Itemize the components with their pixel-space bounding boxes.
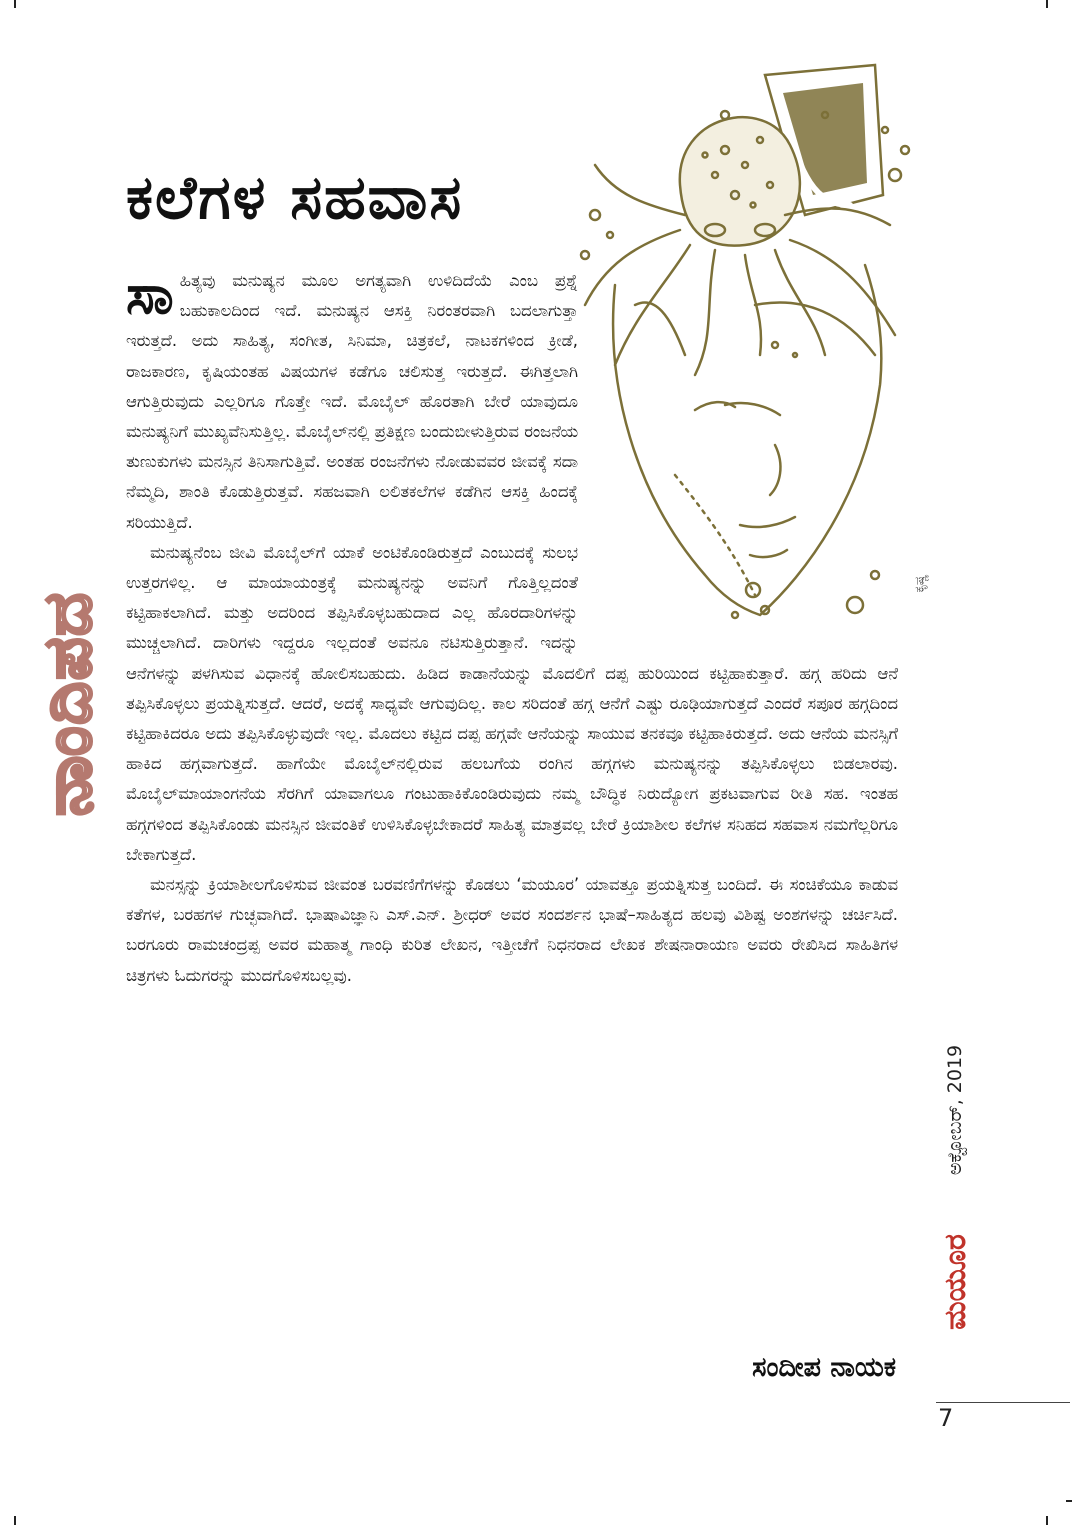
- author-byline: ಸಂದೀಪ ನಾಯಕ: [752, 1352, 896, 1383]
- page-number: 7: [938, 1404, 954, 1432]
- issue-date: ಅಕ್ಟೋಬರ್, 2019: [944, 1044, 966, 1176]
- crop-mark-bottom-left: [14, 1516, 16, 1525]
- crop-mark-right-bottom: [1066, 1500, 1072, 1502]
- drop-cap: ಸಾ: [126, 263, 174, 326]
- crop-mark-bottom-right: [1046, 1516, 1048, 1525]
- paragraph-2: ಮನುಷ್ಯನೆಂಬ ಜೀವಿ ಮೊಬೈಲ್‌ಗೆ ಯಾಕೆ ಅಂಟಿಕೊಂಡಿರುತ್ತದೆ ಎಂಬುದಕ್ಕೆ ಸುಲಭ ಉತ್ತರಗಳಿಲ್ಲ. ಆ ಮಾಯಾಯಂತ್ರಕ್ಕೆ ಮನುಷ್ಯನನ್ನು ಅವನಿಗೆ ಗೊತ್ತಿಲ್ಲದಂತೆ ಕಟ್ಟಿಹಾಕಲಾಗಿದೆ. ಮತ್ತು ಅದರಿಂದ ತಪ್ಪಿಸಿಕೊಳ್ಳಬಹುದಾದ ಎಲ್ಲ ಹೊರದಾರಿಗಳನ್ನು ಮುಚ್ಚಲಾಗಿದೆ. ದಾರಿಗಳು ಇದ್ದರೂ ಇಲ್ಲದಂತೆ ಅವನೂ ನಟಿಸುತ್ತಿರುತ್ತಾನೆ. ಇದನ್ನು ಆನೆಗಳನ್ನು ಪಳಗಿಸುವ ವಿಧಾನಕ್ಕೆ ಹೋಲಿಸಬಹುದು. ಹಿಡಿದ ಕಾಡಾನೆಯನ್ನು ಮೊದಲಿಗೆ ದಪ್ಪ ಹುರಿಯಿಂದ ಕಟ್ಟಿಹಾಕುತ್ತಾರೆ. ಹಗ್ಗ ಹರಿದು ಆನೆ ತಪ್ಪಿಸಿಕೊಳ್ಳಲು ಪ್ರಯತ್ನಿಸುತ್ತದೆ. ಆದರೆ, ಅದಕ್ಕೆ ಸಾಧ್ಯವೇ ಆಗುವುದಿಲ್ಲ. ಕಾಲ ಸರಿದಂತೆ ಹಗ್ಗ ಆನೆಗೆ ಎಷ್ಟು ರೂಢಿಯಾಗುತ್ತದೆ ಎಂದರೆ ಸಪೂರ ಹಗ್ಗದಿಂದ ಕಟ್ಟಿಹಾಕಿದರೂ ಅದು ತಪ್ಪಿಸಿಕೊಳ್ಳುವುದೇ ಇಲ್ಲ. ಮೊದಲು ಕಟ್ಟಿದ ದಪ್ಪ ಹಗ್ಗವೇ ಆನೆಯನ್ನು ಸಾಯುವ ತನಕವೂ ಕಟ್ಟಿಹಾಕಿರುತ್ತದೆ. ಅದು ಆನೆಯ ಮನಸ್ಸಿಗೆ ಹಾಕಿದ ಹಗ್ಗವಾಗುತ್ತದೆ. ಹಾಗೆಯೇ ಮೊಬೈಲ್‌ನಲ್ಲಿರುವ ಹಲಬಗೆಯ ರಂಗಿನ ಹಗ್ಗಗಳು ಮನುಷ್ಯನನ್ನು ತಪ್ಪಿಸಿಕೊಳ್ಳಲು ಬಿಡಲಾರವು. ಮೊಬೈಲ್‌ಮಾಯಾಂಗನೆಯ ಸೆರಗಿಗೆ ಯಾವಾಗಲೂ ಗಂಟುಹಾಕಿಕೊಂಡಿರುವುದು ನಮ್ಮ ಬೌದ್ಧಿಕ ನಿರುದ್ಯೋಗ ಪ್ರಕಟವಾಗುವ ರೀತಿ ಸಹ. ಇಂತಹ ಹಗ್ಗಗಳಿಂದ ತಪ್ಪಿಸಿಕೊಂಡು ಮನಸ್ಸಿನ ಜೀವಂತಿಕೆ ಉಳಿಸಿಕೊಳ್ಳಬೇಕಾದರೆ ಸಾಹಿತ್ಯ ಮಾತ್ರವಲ್ಲ ಬೇರೆ ಕ್ರಿಯಾಶೀಲ ಕಲೆಗಳ ಸನಿಹದ ಸಹವಾಸ ನಮಗೆಲ್ಲರಿಗೂ ಬೇಕಾಗುತ್ತದೆ.: [126, 542, 898, 864]
- crop-mark-top-left: [14, 0, 16, 8]
- magazine-name: ಮಯೂರ: [937, 1234, 973, 1330]
- illustration-wrap-space: [578, 264, 898, 656]
- footer-rule: [936, 1402, 1070, 1403]
- article-body: [126, 263, 898, 991]
- crop-mark-top-right: [1046, 0, 1048, 8]
- artist-signature-text: ಕೃಷ್ಣ: [912, 573, 928, 593]
- section-label-text: ನಾಂದಿಪದ: [28, 590, 106, 816]
- section-label: [28, 548, 108, 858]
- paragraph-3: ಮನಸ್ಸನ್ನು ಕ್ರಿಯಾಶೀಲಗೊಳಿಸುವ ಜೀವಂತ ಬರವಣಿಗೆಗಳನ್ನು ಕೊಡಲು ‘ಮಯೂರ’ ಯಾವತ್ತೂ ಪ್ರಯತ್ನಿಸುತ್ತ ಬಂದಿದೆ. ಈ ಸಂಚಿಕೆಯೂ ಕಾಡುವ ಕತೆಗಳ, ಬರಹಗಳ ಗುಚ್ಛವಾಗಿದೆ. ಭಾಷಾವಿಜ್ಞಾನಿ ಎಸ್.ಎನ್. ಶ್ರೀಧರ್ ಅವರ ಸಂದರ್ಶನ ಭಾಷೆ–ಸಾಹಿತ್ಯದ ಹಲವು ವಿಶಿಷ್ಟ ಅಂಶಗಳನ್ನು ಚರ್ಚಿಸಿದೆ. ಬರಗೂರು ರಾಮಚಂದ್ರಪ್ಪ ಅವರ ಮಹಾತ್ಮ ಗಾಂಧಿ ಕುರಿತ ಲೇಖನ, ಇತ್ತೀಚೆಗೆ ನಿಧನರಾದ ಲೇಖಕ ಶೇಷನಾರಾಯಣ ಅವರು ರೇಖಿಸಿದ ಸಾಹಿತಿಗಳ ಚಿತ್ರಗಳು ಓದುಗರನ್ನು ಮುದಗೊಳಿಸಬಲ್ಲವು.: [126, 875, 898, 985]
- artist-signature: [900, 548, 940, 618]
- paragraph-1-text: ಹಿತ್ಯವು ಮನುಷ್ಯನ ಮೂಲ ಅಗತ್ಯವಾಗಿ ಉಳಿದಿದೆಯೆ ಎಂಬ ಪ್ರಶ್ನೆ ಬಹುಕಾಲದಿಂದ ಇದೆ. ಮನುಷ್ಯನ ಆಸಕ್ತಿ ನಿರಂತರವಾಗಿ ಬದಲಾಗುತ್ತಾ ಇರುತ್ತದೆ. ಅದು ಸಾಹಿತ್ಯ, ಸಂಗೀತ, ಸಿನಿಮಾ, ಚಿತ್ರಕಲೆ, ನಾಟಕಗಳಿಂದ ಕ್ರೀಡೆ, ರಾಜಕಾರಣ, ಕೃಷಿಯಂತಹ ವಿಷಯಗಳ ಕಡೆಗೂ ಚಲಿಸುತ್ತ ಇರುತ್ತದೆ. ಈಗಿತ್ತಲಾಗಿ ಆಗುತ್ತಿರುವುದು ಎಲ್ಲರಿಗೂ ಗೊತ್ತೇ ಇದೆ. ಮೊಬೈಲ್ ಹೊರತಾಗಿ ಬೇರೆ ಯಾವುದೂ ಮನುಷ್ಯನಿಗೆ ಮುಖ್ಯವೆನಿಸುತ್ತಿಲ್ಲ. ಮೊಬೈಲ್‌ನಲ್ಲಿ ಪ್ರತಿಕ್ಷಣ ಬಂದುಬೀಳುತ್ತಿರುವ ರಂಜನೆಯ ತುಣುಕುಗಳು ಮನಸ್ಸಿನ ತಿನಿಸಾಗುತ್ತಿವೆ. ಅಂತಹ ರಂಜನೆಗಳು ನೋಡುವವರ ಜೀವಕ್ಕೆ ಸದಾ ನೆಮ್ಮದಿ, ಶಾಂತಿ ಕೊಡುತ್ತಿರುತ್ತವೆ. ಸಹಜವಾಗಿ ಲಲಿತಕಲೆಗಳ ಕಡೆಗಿನ ಆಸಕ್ತಿ ಹಿಂದಕ್ಕೆ ಸರಿಯುತ್ತಿದೆ.: [126, 271, 578, 532]
- article-title: ಕಲೆಗಳ ಸಹವಾಸ: [126, 163, 464, 233]
